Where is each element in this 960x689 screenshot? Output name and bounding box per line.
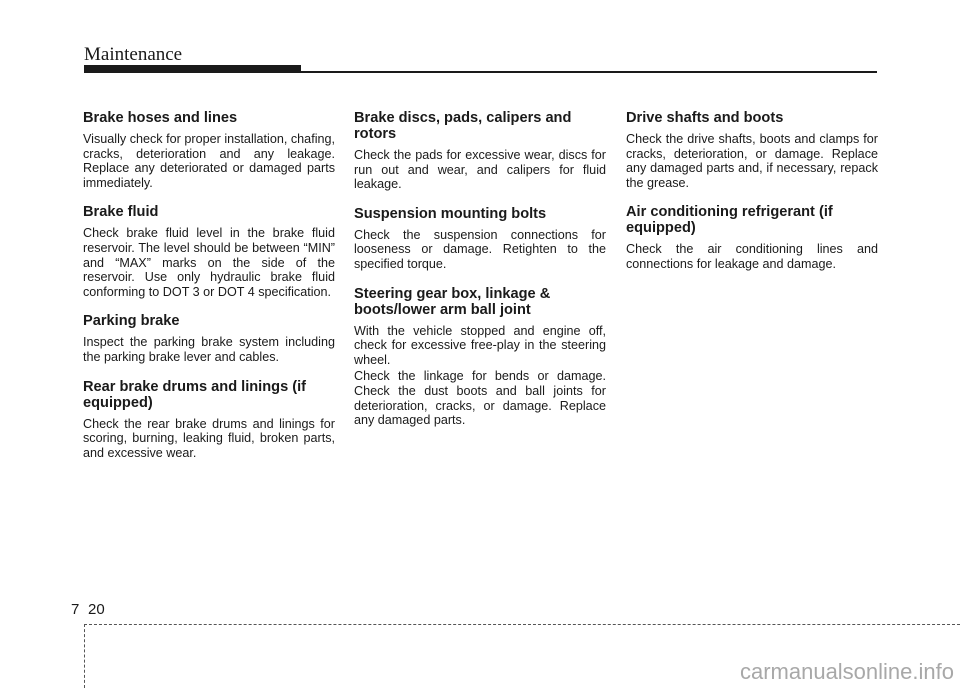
chapter-number: 7 bbox=[71, 601, 80, 618]
section-parking-brake bbox=[83, 313, 335, 364]
section-heading: Rear brake drums and linings (if equipped) bbox=[83, 378, 307, 411]
section-rear-brake-drums bbox=[83, 379, 335, 461]
page-number: 20 bbox=[88, 601, 105, 618]
column-1 bbox=[83, 110, 335, 474]
section-paragraph: Check the suspension connections for looseness or damage. Retighten to the specified torque. bbox=[354, 227, 606, 271]
section-paragraph: Check the air conditioning lines and connections for leakage and damage. bbox=[626, 242, 878, 271]
section-paragraph: Inspect the parking brake system including the parking brake lever and cables. bbox=[83, 335, 335, 364]
section-air-conditioning bbox=[626, 204, 878, 271]
section-suspension-bolts bbox=[354, 206, 606, 272]
section-heading: Brake hoses and lines bbox=[83, 110, 238, 126]
section-brake-fluid bbox=[83, 204, 335, 299]
section-heading: Parking brake bbox=[83, 313, 180, 330]
section-paragraph: Check the drive shafts, boots and clamps for cracks, deterioration, or damage. Replace any damaged parts and, if necessary, repack the grease. bbox=[626, 132, 878, 190]
section-paragraph: Visually check for proper installation, chafing, cracks, deterioration and any leakage. Replace any deteriorated or damaged parts immediately. bbox=[83, 132, 335, 190]
column-3 bbox=[626, 110, 878, 286]
section-paragraph: Check the rear brake drums and linings for scoring, burning, leaking fluid, broken parts, and excessive wear. bbox=[83, 416, 335, 460]
section-paragraph: With the vehicle stopped and engine off, check for excessive free-play in the steering wheel. bbox=[354, 323, 606, 367]
section-paragraph: Check brake fluid level in the brake fluid reservoir. The level should be between “MIN” and “MAX” marks on the side of the reservoir. Use only hydraulic brake fluid conforming to DOT 3 or DOT 4 specification. bbox=[83, 226, 335, 299]
section-heading: Brake fluid bbox=[83, 204, 159, 221]
section-heading: Air conditioning refrigerant (if equipped) bbox=[626, 204, 833, 237]
section-brake-discs bbox=[354, 110, 606, 192]
section-paragraph: Check the linkage for bends or damage. Check the dust boots and ball joints for deterioration, cracks, or damage. Replace any damaged parts. bbox=[354, 369, 606, 428]
section-steering-gear bbox=[354, 286, 606, 428]
header-rule bbox=[301, 71, 877, 73]
watermark: carmanualsonline.info bbox=[739, 659, 954, 684]
column-2 bbox=[354, 110, 606, 442]
header-bar bbox=[84, 65, 301, 73]
section-brake-hoses bbox=[83, 110, 335, 190]
footer-horizontal-rule bbox=[84, 624, 960, 625]
footer-vertical-rule bbox=[84, 624, 85, 688]
section-heading: Steering gear box, linkage & boots/lower arm ball joint bbox=[354, 285, 551, 318]
section-heading: Brake discs, pads, calipers and rotors bbox=[354, 110, 572, 142]
section-drive-shafts bbox=[626, 110, 878, 190]
page-title: Maintenance bbox=[84, 44, 183, 65]
section-heading: Drive shafts and boots bbox=[626, 110, 784, 126]
section-heading: Suspension mounting bolts bbox=[354, 205, 547, 222]
section-paragraph: Check the pads for excessive wear, discs for run out and wear, and calipers for fluid leakage. bbox=[354, 148, 606, 192]
